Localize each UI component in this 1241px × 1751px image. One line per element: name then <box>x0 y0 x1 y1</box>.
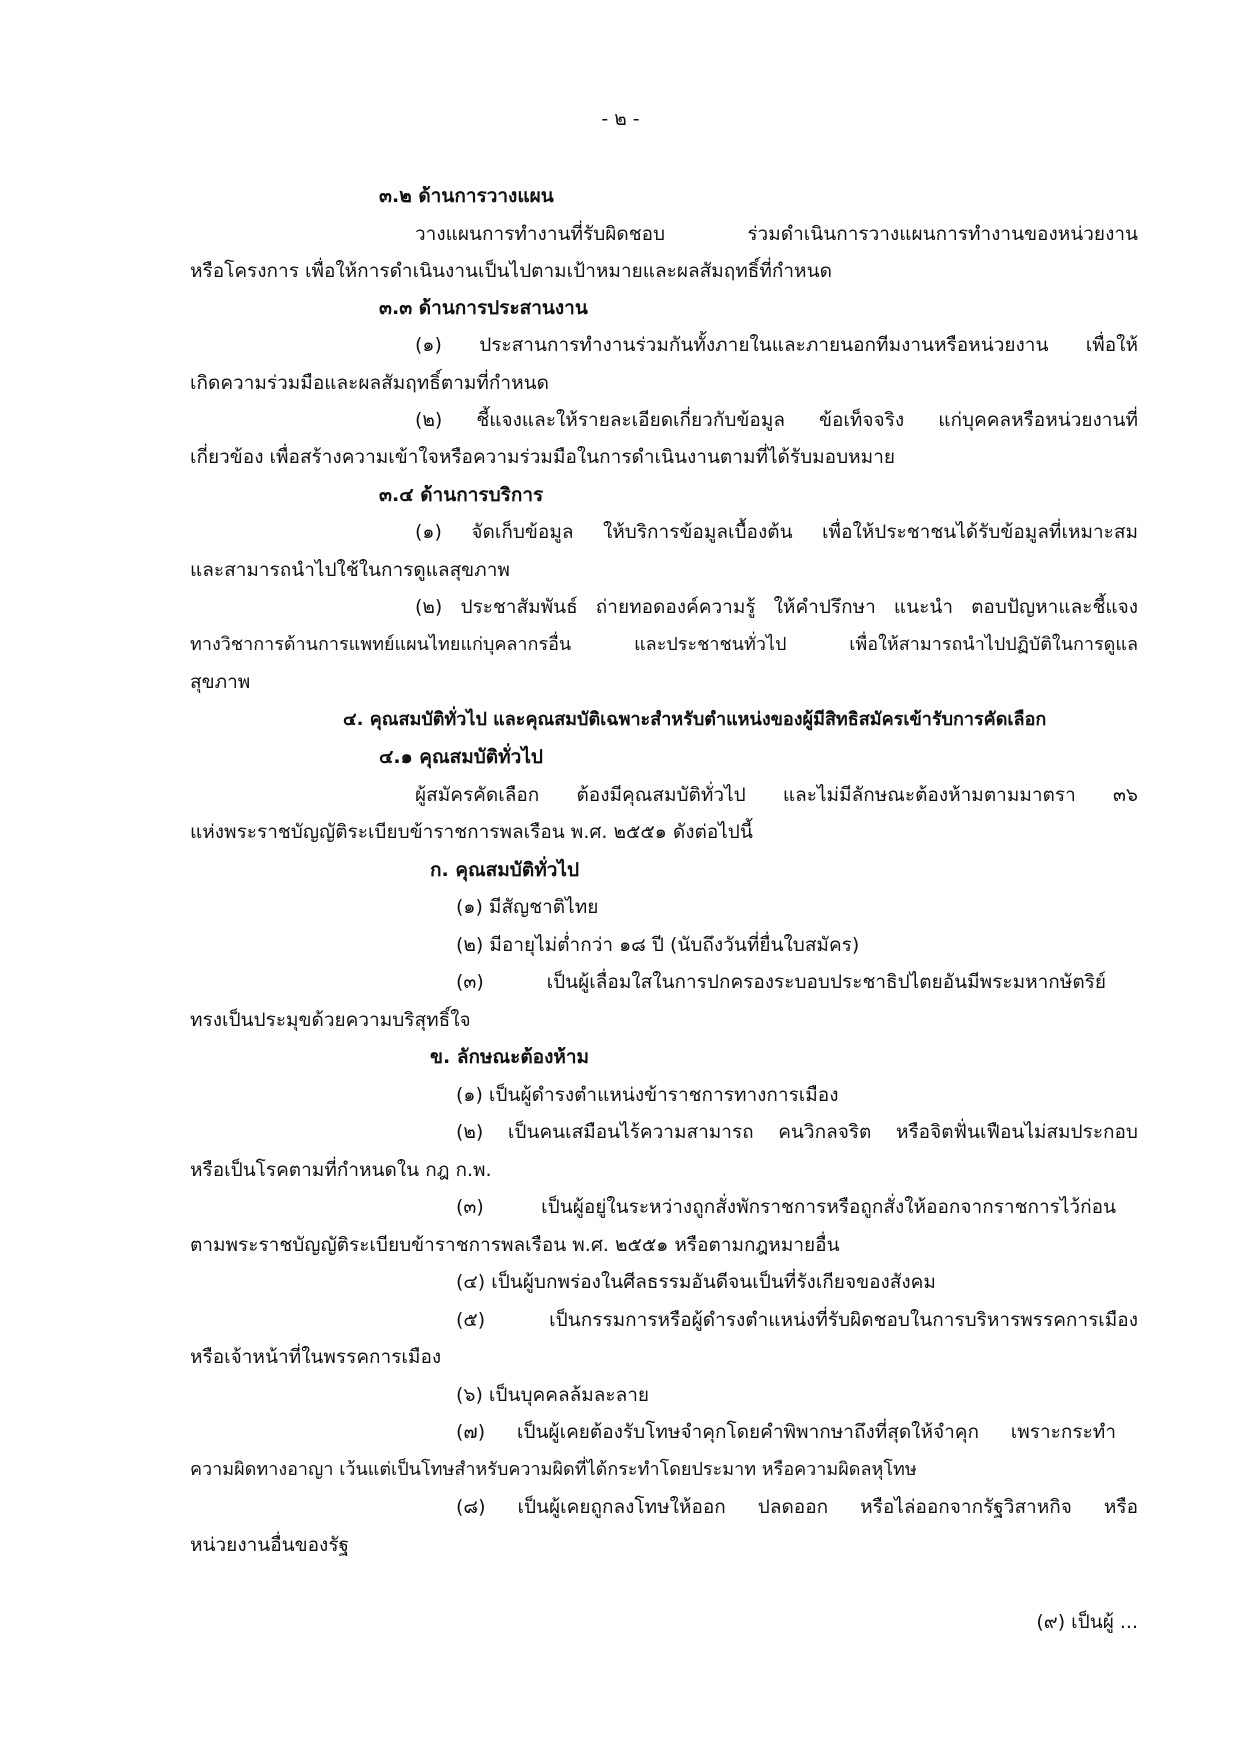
paragraph-line: เกิดความร่วมมือและผลสัมฤทธิ์ตามที่กำหนด <box>190 372 549 394</box>
page-number: - ๒ - <box>601 108 640 130</box>
paragraph-line: เกี่ยวข้อง เพื่อสร้างความเข้าใจหรือความร่วมมือในการดำเนินงานตามที่ได้รับมอบหมาย <box>190 446 895 468</box>
section-heading: ๔.๑ คุณสมบัติทั่วไป <box>379 746 543 768</box>
paragraph-line: (๑) จัดเก็บข้อมูล ให้บริการข้อมูลเบื้องต้น เพื่อให้ประชาชนได้รับข้อมูลที่เหมาะสม <box>415 521 1138 543</box>
paragraph-line: ตามพระราชบัญญัติระเบียบข้าราชการพลเรือน พ.ศ. ๒๕๕๑ หรือตามกฎหมายอื่น <box>190 1234 840 1256</box>
paragraph-line: หรือเจ้าหน้าที่ในพรรคการเมือง <box>190 1346 442 1368</box>
list-item: (๒) มีอายุไม่ต่ำกว่า ๑๘ ปี (นับถึงวันที่ยื่นใบสมัคร) <box>456 934 860 956</box>
list-item: (๕) เป็นกรรมการหรือผู้ดำรงตำแหน่งที่รับผิดชอบในการบริหารพรรคการเมือง <box>456 1309 1138 1331</box>
paragraph-line: (๑) ประสานการทำงานร่วมกันทั้งภายในและภายนอกทีมงานหรือหน่วยงาน เพื่อให้ <box>415 334 1138 356</box>
paragraph-line: ผู้สมัครคัดเลือก ต้องมีคุณสมบัติทั่วไป และไม่มีลักษณะต้องห้ามตามมาตรา ๓๖ <box>415 784 1138 806</box>
list-item: (๖) เป็นบุคคลล้มละลาย <box>456 1384 650 1406</box>
paragraph-line: ทางวิชาการด้านการแพทย์แผนไทยแก่บุคลากรอื่น และประชาชนทั่วไป เพื่อให้สามารถนำไปปฏิบัติในการดูแล <box>190 634 1138 655</box>
section-heading: ๔. คุณสมบัติทั่วไป และคุณสมบัติเฉพาะสำหรับตำแหน่งของผู้มีสิทธิสมัครเข้ารับการคัดเลือก <box>343 709 1047 730</box>
subsection-heading: ก. คุณสมบัติทั่วไป <box>430 859 580 881</box>
section-heading: ๓.๒ ด้านการวางแผน <box>379 185 554 207</box>
paragraph-line: หรือเป็นโรคตามที่กำหนดใน กฎ ก.พ. <box>190 1159 492 1181</box>
paragraph-line: (๒) ประชาสัมพันธ์ ถ่ายทอดองค์ความรู้ ให้คำปรึกษา แนะนำ ตอบปัญหาและชี้แจง <box>415 596 1138 618</box>
paragraph-line: หรือโครงการ เพื่อให้การดำเนินงานเป็นไปตามเป้าหมายและผลสัมฤทธิ์ที่กำหนด <box>190 260 832 282</box>
paragraph-line: หน่วยงานอื่นของรัฐ <box>190 1534 350 1556</box>
subsection-heading: ข. ลักษณะต้องห้าม <box>430 1046 590 1068</box>
paragraph-line: และสามารถนำไปใช้ในการดูแลสุขภาพ <box>190 559 510 581</box>
paragraph-line: วางแผนการทำงานที่รับผิดชอบ ร่วมดำเนินการวางแผนการทำงานของหน่วยงาน <box>415 223 1138 245</box>
list-item: (๒) เป็นคนเสมือนไร้ความสามารถ คนวิกลจริต หรือจิตฟั่นเฟือนไม่สมประกอบ <box>456 1121 1138 1143</box>
list-item: (๗) เป็นผู้เคยต้องรับโทษจำคุกโดยคำพิพากษาถึงที่สุดให้จำคุก เพราะกระทำ <box>456 1421 1116 1443</box>
list-item: (๔) เป็นผู้บกพร่องในศีลธรรมอันดีจนเป็นที่รังเกียจของสังคม <box>456 1271 936 1293</box>
paragraph-line: สุขภาพ <box>190 671 251 693</box>
list-item: (๑) เป็นผู้ดำรงตำแหน่งข้าราชการทางการเมือง <box>456 1084 839 1106</box>
paragraph-line: (๒) ชี้แจงและให้รายละเอียดเกี่ยวกับข้อมูล ข้อเท็จจริง แก่บุคคลหรือหน่วยงานที่ <box>415 409 1138 431</box>
list-item: (๓) เป็นผู้เลื่อมใสในการปกครองระบอบประชาธิปไตยอันมีพระมหากษัตริย์ <box>456 971 1106 993</box>
paragraph-line: แห่งพระราชบัญญัติระเบียบข้าราชการพลเรือน พ.ศ. ๒๕๕๑ ดังต่อไปนี้ <box>190 821 753 843</box>
list-item: (๓) เป็นผู้อยู่ในระหว่างถูกสั่งพักราชการหรือถูกสั่งให้ออกจากราชการไว้ก่อน <box>456 1196 1116 1218</box>
continuation-marker: (๙) เป็นผู้ ... <box>1036 1611 1138 1633</box>
list-item: (๘) เป็นผู้เคยถูกลงโทษให้ออก ปลดออก หรือไล่ออกจากรัฐวิสาหกิจ หรือ <box>456 1496 1138 1518</box>
list-item: (๑) มีสัญชาติไทย <box>456 896 599 918</box>
section-heading: ๓.๓ ด้านการประสานงาน <box>379 297 588 319</box>
paragraph-line: ทรงเป็นประมุขด้วยความบริสุทธิ์ใจ <box>190 1009 471 1031</box>
section-heading: ๓.๔ ด้านการบริการ <box>379 484 544 506</box>
paragraph-line: ความผิดทางอาญา เว้นแต่เป็นโทษสำหรับความผิดที่ได้กระทำโดยประมาท หรือความผิดลหุโทษ <box>190 1459 917 1480</box>
